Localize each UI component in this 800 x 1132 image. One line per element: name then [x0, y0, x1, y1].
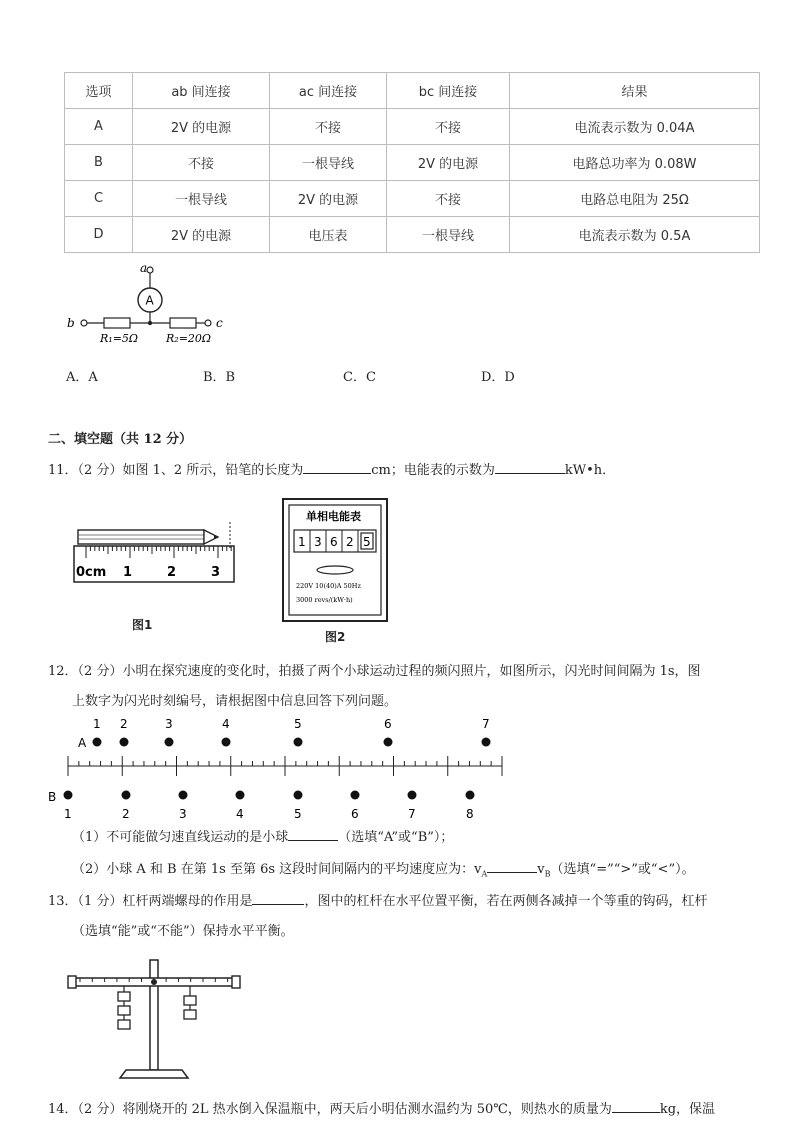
- terminal-a: [147, 267, 153, 273]
- r2-label: R₂=20Ω: [166, 332, 212, 345]
- q11-prefix: 11．（2 分）如图 1、2 所示，铅笔的长度为: [48, 463, 304, 478]
- ball-b-position: [351, 791, 360, 800]
- meter-digit: 6: [330, 535, 338, 549]
- ball-a-number: 3: [165, 717, 173, 731]
- meter-digit: 2: [346, 535, 354, 549]
- table-cell: 电流表示数为 0.04A: [510, 109, 760, 145]
- ball-b-number: 8: [466, 807, 474, 821]
- ball-b-position: [466, 791, 475, 800]
- ruler-label-0: 0cm: [76, 565, 107, 580]
- ruler-label-2: 2: [167, 565, 177, 580]
- options-table: [64, 72, 760, 253]
- question-11: [48, 459, 615, 478]
- table-cell: 电流表示数为 0.5A: [510, 217, 760, 253]
- table-cell: 一根导线: [387, 217, 510, 253]
- hook-weight-right: [184, 1010, 196, 1019]
- q11-unit1: cm；电能表的示数为: [371, 463, 495, 478]
- q13-line2: （选填“能”或“不能”）保持水平平衡。: [72, 924, 294, 939]
- ball-b-number: 4: [236, 807, 244, 821]
- answer-blank: [487, 860, 537, 873]
- ball-a-position: [93, 738, 102, 747]
- ammeter-label: A: [145, 293, 154, 308]
- table-cell: 2V 的电源: [270, 181, 387, 217]
- meter-spec2: 3000 revs/(kW·h): [296, 596, 353, 604]
- answer-blank: [288, 828, 338, 841]
- answer-blank: [303, 461, 371, 474]
- q12-sub1: （1）不可能做匀速直线运动的是小球 （选填“A”或“B”）；: [72, 830, 454, 845]
- node-c-label: c: [216, 316, 223, 330]
- ball-b-label: B: [48, 790, 57, 804]
- answer-blank: [612, 1100, 660, 1113]
- table-header-cell: 结果: [510, 73, 760, 109]
- ball-b-position: [236, 791, 245, 800]
- table-cell: 电路总电阻为 25Ω: [510, 181, 760, 217]
- ball-a-position: [294, 738, 303, 747]
- table-cell: C: [65, 181, 133, 217]
- ruler-label-3: 3: [211, 565, 221, 580]
- hook-weight-right: [184, 996, 196, 1005]
- terminal-c: [205, 320, 211, 326]
- ball-a-position: [165, 738, 174, 747]
- table-row: [65, 181, 760, 217]
- ball-a-number: 1: [93, 717, 101, 731]
- ball-a-number: 6: [384, 717, 392, 731]
- q12-line2: 上数字为闪光时刻编号，请根据图中信息回答下列问题。: [72, 694, 398, 709]
- ball-b-number: 1: [64, 807, 72, 821]
- table-cell: 电压表: [270, 217, 387, 253]
- q12-sub2: （2）小球 A 和 B 在第 1s 至第 6s 这段时间间隔内的平均速度应为：$v_A$ $v_B$（选填“=”“>”或“<”）。: [72, 862, 695, 879]
- lever-stand-base: [120, 1070, 188, 1078]
- ball-a-number: 4: [222, 717, 230, 731]
- ball-b-position: [122, 791, 131, 800]
- ball-a-position: [222, 738, 231, 747]
- table-row: [65, 109, 760, 145]
- choice-d: D．D: [481, 370, 515, 385]
- table-header-cell: bc 间连接: [387, 73, 510, 109]
- ball-a-number: 5: [294, 717, 302, 731]
- meter-spec1: 220V 10(40)A 50Hz: [296, 582, 361, 590]
- table-header-row: [65, 73, 760, 109]
- ruler-label-1: 1: [123, 565, 133, 580]
- ball-a-number: 7: [482, 717, 490, 731]
- ruler-figure: [70, 520, 238, 584]
- table-cell: D: [65, 217, 133, 253]
- ball-b-number: 6: [351, 807, 359, 821]
- table-cell: 不接: [270, 109, 387, 145]
- question-14: 14．（2 分）将刚烧开的 2L 热水倒入保温瓶中，两天后小明估测水温约为 50℃，则热水的质量为 kg，保温: [48, 1102, 716, 1117]
- fig1-caption: 图1: [132, 618, 153, 632]
- energy-meter-figure: [282, 498, 388, 624]
- table-cell: 2V 的电源: [133, 217, 270, 253]
- table-cell: 电路总功率为 0.08W: [510, 145, 760, 181]
- balance-nut-left: [68, 976, 76, 988]
- table-header-cell: ac 间连接: [270, 73, 387, 109]
- r1-label: R₁=5Ω: [100, 332, 139, 345]
- ball-b-position: [64, 791, 73, 800]
- node-b-label: b: [67, 316, 75, 330]
- meter-digit: 1: [298, 535, 306, 549]
- answer-blank: [252, 892, 304, 905]
- ball-b-number: 5: [294, 807, 302, 821]
- choice-c: C．C: [343, 370, 376, 385]
- ball-a-position: [120, 738, 129, 747]
- hook-weight-left: [118, 1020, 130, 1029]
- q12-line1: 12．（2 分）小明在探究速度的变化时，拍摄了两个小球运动过程的频闪照片，如图所示，闪光时间间隔为 1s，图: [48, 664, 701, 679]
- table-cell: 不接: [387, 109, 510, 145]
- answer-blank: [495, 461, 565, 474]
- table-cell: 不接: [133, 145, 270, 181]
- table-row: [65, 217, 760, 253]
- ball-b-position: [179, 791, 188, 800]
- table-cell: 2V 的电源: [387, 145, 510, 181]
- ball-b-position: [294, 791, 303, 800]
- ball-a-label: A: [78, 736, 87, 750]
- meter-title: 单相电能表: [306, 510, 361, 523]
- node-a-label: a: [140, 261, 148, 275]
- hook-weight-left: [118, 1006, 130, 1015]
- resistor-r2: [170, 318, 196, 328]
- circuit-diagram: [62, 258, 242, 350]
- terminal-b: [81, 320, 87, 326]
- table-cell: B: [65, 145, 133, 181]
- choice-b: B．B: [203, 370, 236, 385]
- table-row: [65, 145, 760, 181]
- section-title: 二、填空题（共 12 分）: [48, 432, 193, 447]
- table-cell: A: [65, 109, 133, 145]
- pencil-icon: [78, 530, 204, 544]
- resistor-r1: [104, 318, 130, 328]
- table-cell: 2V 的电源: [133, 109, 270, 145]
- meter-digit: 5: [363, 535, 371, 549]
- ball-b-position: [408, 791, 417, 800]
- balance-nut-right: [232, 976, 240, 988]
- strobe-diagram: [44, 712, 514, 824]
- lever-figure: [66, 956, 244, 1082]
- ball-a-number: 2: [120, 717, 128, 731]
- ball-b-number: 2: [122, 807, 130, 821]
- table-cell: 不接: [387, 181, 510, 217]
- choice-a: A．A: [66, 370, 98, 385]
- q11-unit2: kW•h．: [564, 463, 616, 478]
- ball-b-number: 3: [179, 807, 187, 821]
- fig2-caption: 图2: [325, 630, 346, 644]
- table-cell: 一根导线: [133, 181, 270, 217]
- table-header-cell: 选项: [65, 73, 133, 109]
- meter-disc-icon: [317, 566, 353, 574]
- table-cell: 一根导线: [270, 145, 387, 181]
- table-header-cell: ab 间连接: [133, 73, 270, 109]
- ball-a-position: [384, 738, 393, 747]
- ball-b-number: 7: [408, 807, 416, 821]
- meter-digit: 3: [314, 535, 322, 549]
- ball-a-position: [482, 738, 491, 747]
- question-13: 13．（1 分）杠杆两端螺母的作用是 ，图中的杠杆在水平位置平衡，若在两侧各减掉一个等重的钩码，杠杆: [48, 894, 708, 909]
- hook-weight-left: [118, 992, 130, 1001]
